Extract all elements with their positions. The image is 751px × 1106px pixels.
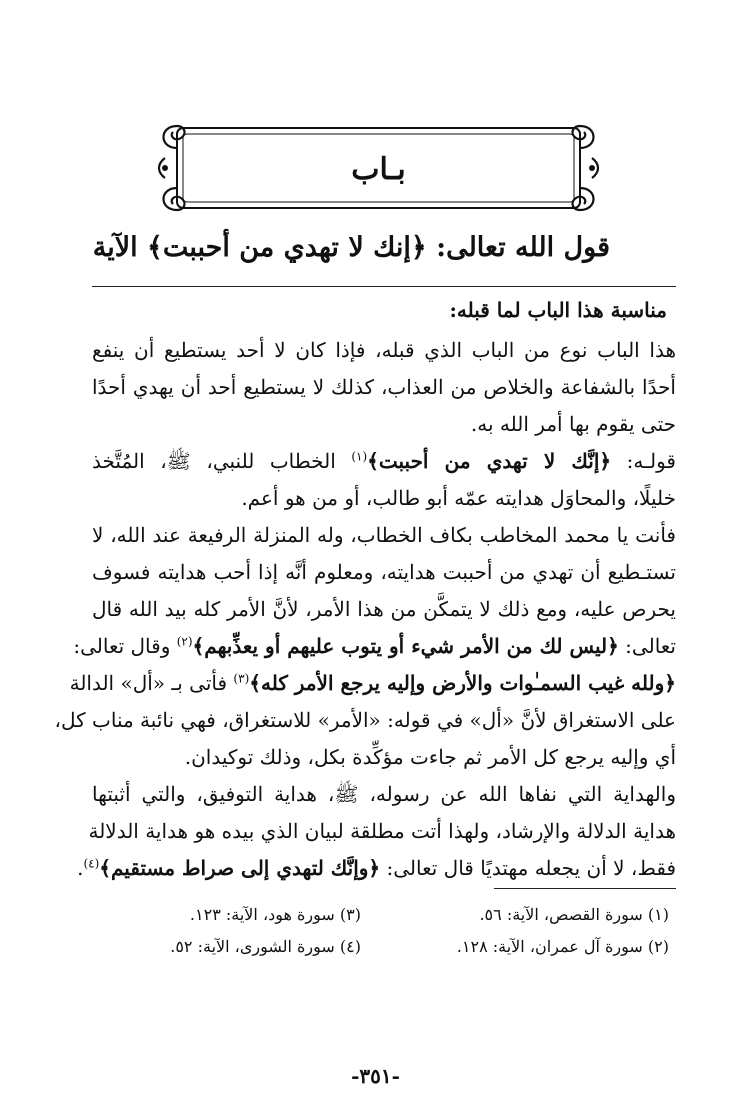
footnote-ref: (٤) — [83, 856, 100, 871]
chapter-frame — [155, 118, 602, 218]
text-line: على الاستغراق لأنَّ «أل» في قوله: «الأمر» للاستغراق، فهي نائبة مناب كل، — [54, 708, 676, 732]
footnote-divider — [494, 888, 676, 889]
quran-quote: ﴿ليس لك من الأمر شيء أو يتوب عليهم أو يعذِّبهم﴾ — [192, 634, 619, 658]
footnote: (٢) سورة آل عمران، الآية: ١٢٨. — [456, 937, 669, 956]
quran-quote: ﴿إنَّك لا تهدي من أحببت﴾ — [367, 449, 612, 473]
text-line: أي وإليه يرجع كل الأمر ثم جاءت مؤكِّدة بكل، وذلك توكيدان. — [184, 745, 676, 769]
text-line: هذا الباب نوع من الباب الذي قبله، فإذا كان لا أحد يستطيع أن ينفع — [92, 338, 676, 362]
chapter-label: بـاب — [351, 152, 406, 187]
footnote-ref: (٣) — [233, 671, 250, 686]
text-line: أحدًا بالشفاعة والخلاص من العذاب، كذلك لا يستطيع أحد أن يهدي أحدًا — [92, 375, 676, 399]
page-number: -٣٥١- — [351, 1064, 400, 1088]
text-line: حتى يقوم بها أمر الله به. — [470, 412, 676, 436]
footnote: (٣) سورة هود، الآية: ١٢٣. — [189, 905, 361, 924]
text-line: فأنت يا محمد المخاطب بكاف الخطاب، وله المنزلة الرفيعة عند الله، لا — [92, 523, 676, 547]
text-line: ﴿ولله غيب السمـٰوات والأرض وإليه يرجع الأمر كله﴾$^{(٣)}$ فأتى بـ «أل» الدالة — [69, 671, 676, 695]
text-line: هداية الدلالة والإرشاد، ولهذا أتت مطلقة لبيان الذي بيده هو هداية الدلالة — [88, 819, 676, 843]
footnote-ref: (١) — [351, 449, 368, 464]
chapter-title: قول الله تعالى: ﴿إنك لا تهدي من أحببت﴾ الآية — [92, 232, 610, 263]
text-line: تستـطيع أن تهدي من أحببت هدايته، ومعلوم أنَّه إذا أحب هدايته فسوف — [92, 560, 676, 584]
text-line: خليلًا، والمحاوَل هدايته عمّه أبو طالب، أو من هو أعم. — [241, 486, 676, 510]
text-line: قولـه: ﴿إنَّك لا تهدي من أحببت﴾$^{(١)}$ الخطاب للنبي، ﷺ، المُتَّخذ — [92, 449, 676, 473]
text-line: يحرص عليه، ومع ذلك لا يتمكَّن من هذا الأمر، لأنَّ الأمر كله بيد الله قال — [92, 597, 676, 621]
quran-quote: ﴿وإنَّك لتهدي إلى صراط مستقيم﴾ — [99, 856, 381, 880]
footnote-ref: (٢) — [176, 634, 193, 649]
text-line: والهداية التي نفاها الله عن رسوله، ﷺ، هداية التوفيق، والتي أثبتها — [92, 782, 676, 806]
footnote: (١) سورة القصص، الآية: ٥٦. — [479, 905, 669, 924]
section-heading: مناسبة هذا الباب لما قبله: — [449, 298, 667, 322]
text-line: فقط، لا أن يجعله مهتديًا قال تعالى: ﴿وإنَّك لتهدي إلى صراط مستقيم﴾$^{(٤)}$. — [77, 856, 676, 880]
quran-quote: ﴿ولله غيب السمـٰوات والأرض وإليه يرجع الأمر كله﴾ — [249, 671, 676, 695]
footnote: (٤) سورة الشورى، الآية: ٥٢. — [170, 937, 361, 956]
title-divider — [92, 286, 676, 287]
text-line: تعالى: ﴿ليس لك من الأمر شيء أو يتوب عليهم أو يعذِّبهم﴾$^{(٢)}$ وقال تعالى: — [73, 634, 676, 658]
